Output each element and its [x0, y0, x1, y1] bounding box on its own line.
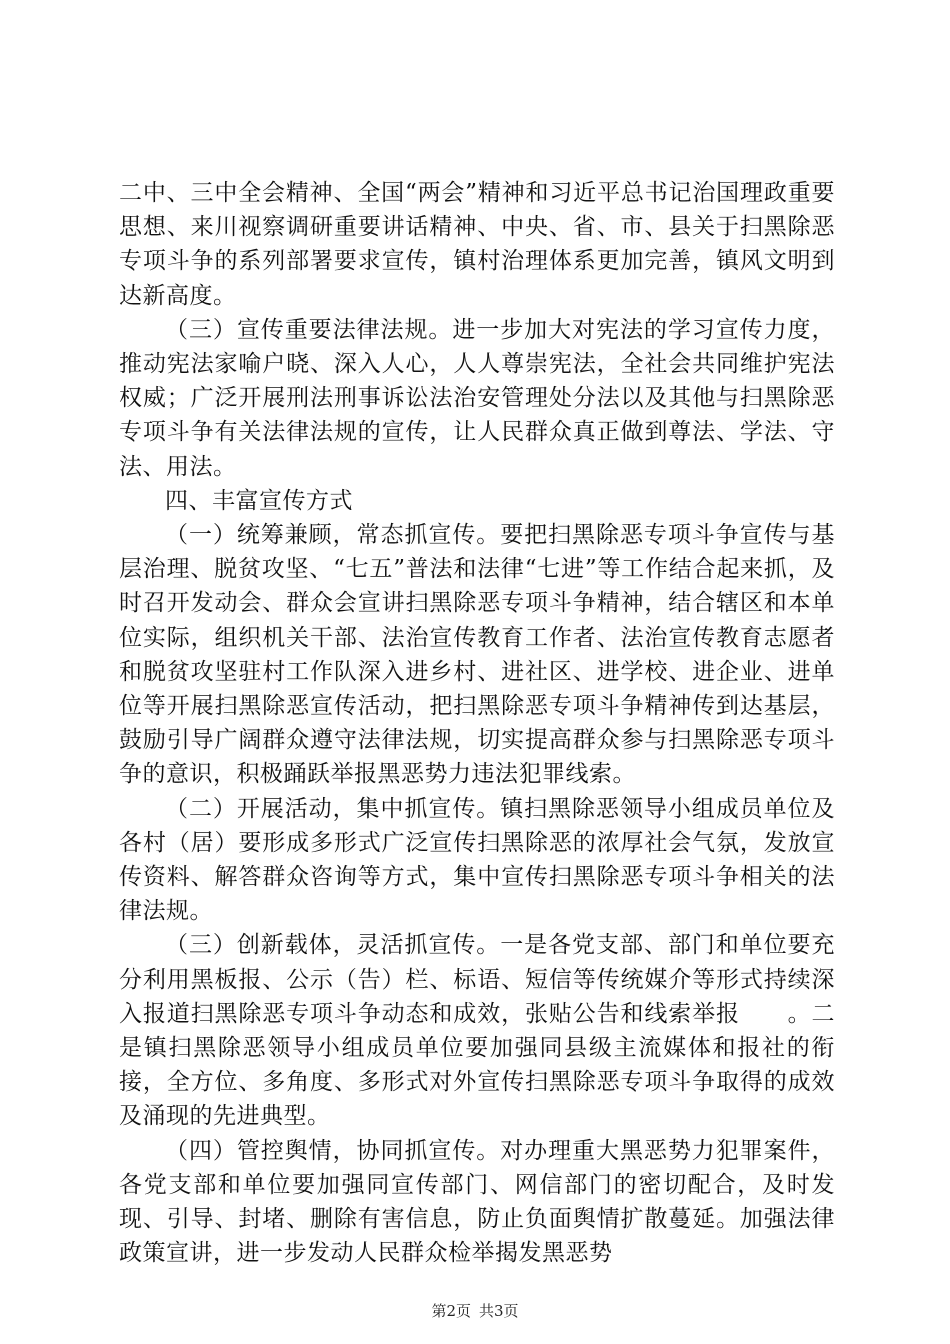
paragraph-public-opinion: （四）管控舆情，协同抓宣传。对办理重大黑恶势力犯罪案件，各党支部和单位要加强同宣传部门、网信部门的密切配合，及时发现、引导、封堵、删除有害信息，防止负面舆情扩散蔓延。加强法律政策宣讲，进一步发动人民群众检举揭发黑恶势: [119, 1137, 835, 1267]
paragraph-legal-publicity: （三）宣传重要法律法规。进一步加大对宪法的学习宣传力度，推动宪法家喻户晓、深入人心，人人尊崇宪法，全社会共同维护宪法权威；广泛开展刑法刑事诉讼法治安管理处分法以及其他与扫黑除恶专项斗争有关法律法规的宣传，让人民群众真正做到尊法、学法、守法、用法。: [119, 316, 835, 480]
document-body: [119, 176, 835, 1271]
paragraph-innovation: （三）创新载体，灵活抓宣传。一是各党支部、部门和单位要充分利用黑板报、公示（告）栏、标语、短信等传统媒介等形式持续深入报道扫黑除恶专项斗争动态和成效，张贴公告和线索举报 。二是镇扫黑除恶领导小组成员单位要加强同县级主流媒体和报社的衔接，全方位、多角度、多形式对外宣传扫黑除恶专项斗争取得的成效及涌现的先进典型。: [119, 932, 835, 1130]
paragraph-continuation: 二中、三中全会精神、全国“两会”精神和习近平总书记治国理政重要思想、来川视察调研重要讲话精神、中央、省、市、县关于扫黑除恶专项斗争的系列部署要求宣传，镇村治理体系更加完善，镇风文明到达新高度。: [119, 180, 835, 309]
page-total: 共3页: [479, 1302, 519, 1320]
page-number: 第2页: [431, 1302, 471, 1320]
paragraph-overall-planning: （一）统筹兼顾，常态抓宣传。要把扫黑除恶专项斗争宣传与基层治理、脱贫攻坚、“七五”普法和法律“七进”等工作结合起来抓，及时召开发动会、群众会宣讲扫黑除恶专项斗争精神，结合辖区和本单位实际，组织机关干部、法治宣传教育工作者、法治宣传教育志愿者和脱贫攻坚驻村工作队深入进乡村、进社区、进学校、进企业、进单位等开展扫黑除恶宣传活动，把扫黑除恶专项斗争精神传到达基层，鼓励引导广阔群众遵守法律法规，切实提高群众参与扫黑除恶专项斗争的意识，积极踊跃举报黑恶势力违法犯罪线索。: [119, 522, 835, 788]
paragraph-activities: （二）开展活动，集中抓宣传。镇扫黑除恶领导小组成员单位及各村（居）要形成多形式广泛宣传扫黑除恶的浓厚社会气氛，发放宣传资料、解答群众咨询等方式，集中宣传扫黑除恶专项斗争相关的法律法规。: [119, 795, 835, 925]
page-footer: [0, 1301, 950, 1321]
section-heading-publicity-methods: 四、丰富宣传方式: [165, 487, 353, 514]
